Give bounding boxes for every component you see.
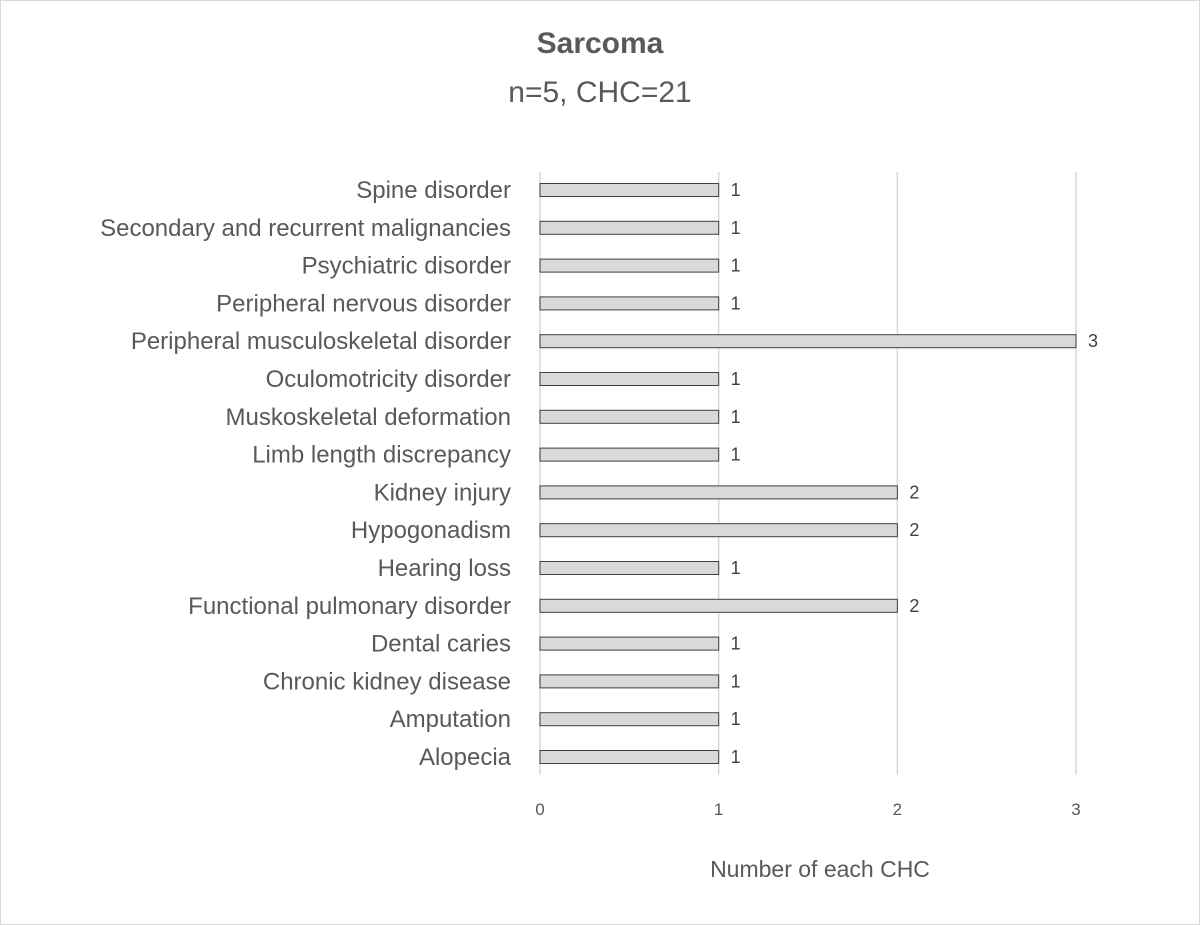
x-tick-label: 3 bbox=[1071, 800, 1081, 819]
category-label: Chronic kidney disease bbox=[262, 668, 511, 696]
category-label: Spine disorder bbox=[356, 177, 511, 204]
bar bbox=[540, 675, 719, 688]
bar bbox=[540, 637, 719, 650]
x-axis-label: Number of each CHC bbox=[710, 856, 930, 882]
data-label: 1 bbox=[730, 369, 741, 389]
x-tick-label: 2 bbox=[892, 800, 903, 819]
category-label: Peripheral nervous disorder bbox=[216, 290, 511, 318]
category-label: Functional pulmonary disorder bbox=[188, 592, 511, 620]
category-label: Amputation bbox=[389, 706, 511, 734]
bar bbox=[540, 410, 719, 423]
data-label: 1 bbox=[730, 747, 741, 767]
category-label: Peripheral musculoskeletal disorder bbox=[130, 328, 511, 356]
bar bbox=[540, 486, 897, 499]
data-label: 2 bbox=[909, 520, 920, 541]
chart-title: Sarcoma bbox=[536, 27, 664, 60]
data-label: 1 bbox=[730, 180, 741, 200]
bar bbox=[540, 448, 719, 461]
bar bbox=[540, 751, 719, 764]
data-label: 1 bbox=[730, 444, 741, 465]
category-label: Kidney injury bbox=[373, 479, 511, 507]
data-label: 1 bbox=[730, 633, 741, 654]
bar bbox=[540, 221, 719, 234]
data-label: 1 bbox=[730, 293, 741, 314]
x-tick-label: 0 bbox=[535, 800, 545, 819]
bar bbox=[540, 713, 719, 726]
category-label: Hearing loss bbox=[377, 555, 511, 582]
bar bbox=[540, 373, 719, 386]
data-label: 1 bbox=[730, 255, 741, 276]
data-label: 1 bbox=[730, 406, 741, 427]
category-label: Dental caries bbox=[370, 630, 511, 658]
category-label: Hypogonadism bbox=[350, 517, 511, 545]
bar bbox=[540, 562, 719, 575]
data-label: 1 bbox=[730, 709, 741, 730]
category-label: Limb length discrepancy bbox=[252, 441, 511, 469]
category-label: Alopecia bbox=[418, 744, 511, 771]
data-label: 1 bbox=[730, 217, 741, 238]
chart-subtitle: n=5, CHC=21 bbox=[508, 76, 692, 109]
bar bbox=[540, 184, 719, 197]
bar bbox=[540, 524, 897, 537]
x-tick-label: 1 bbox=[713, 800, 724, 819]
category-label: Psychiatric disorder bbox=[301, 252, 511, 280]
data-label: 3 bbox=[1088, 331, 1099, 352]
data-label: 2 bbox=[909, 482, 920, 503]
bar bbox=[540, 259, 719, 272]
data-label: 1 bbox=[730, 671, 741, 692]
data-label: 1 bbox=[730, 558, 741, 578]
category-label: Secondary and recurrent malignancies bbox=[100, 214, 511, 242]
category-label: Muskoskeletal deformation bbox=[225, 403, 511, 431]
bar bbox=[540, 599, 897, 612]
bar bbox=[540, 335, 1076, 348]
bar bbox=[540, 297, 719, 310]
data-label: 2 bbox=[909, 595, 920, 616]
category-label: Oculomotricity disorder bbox=[265, 366, 511, 393]
